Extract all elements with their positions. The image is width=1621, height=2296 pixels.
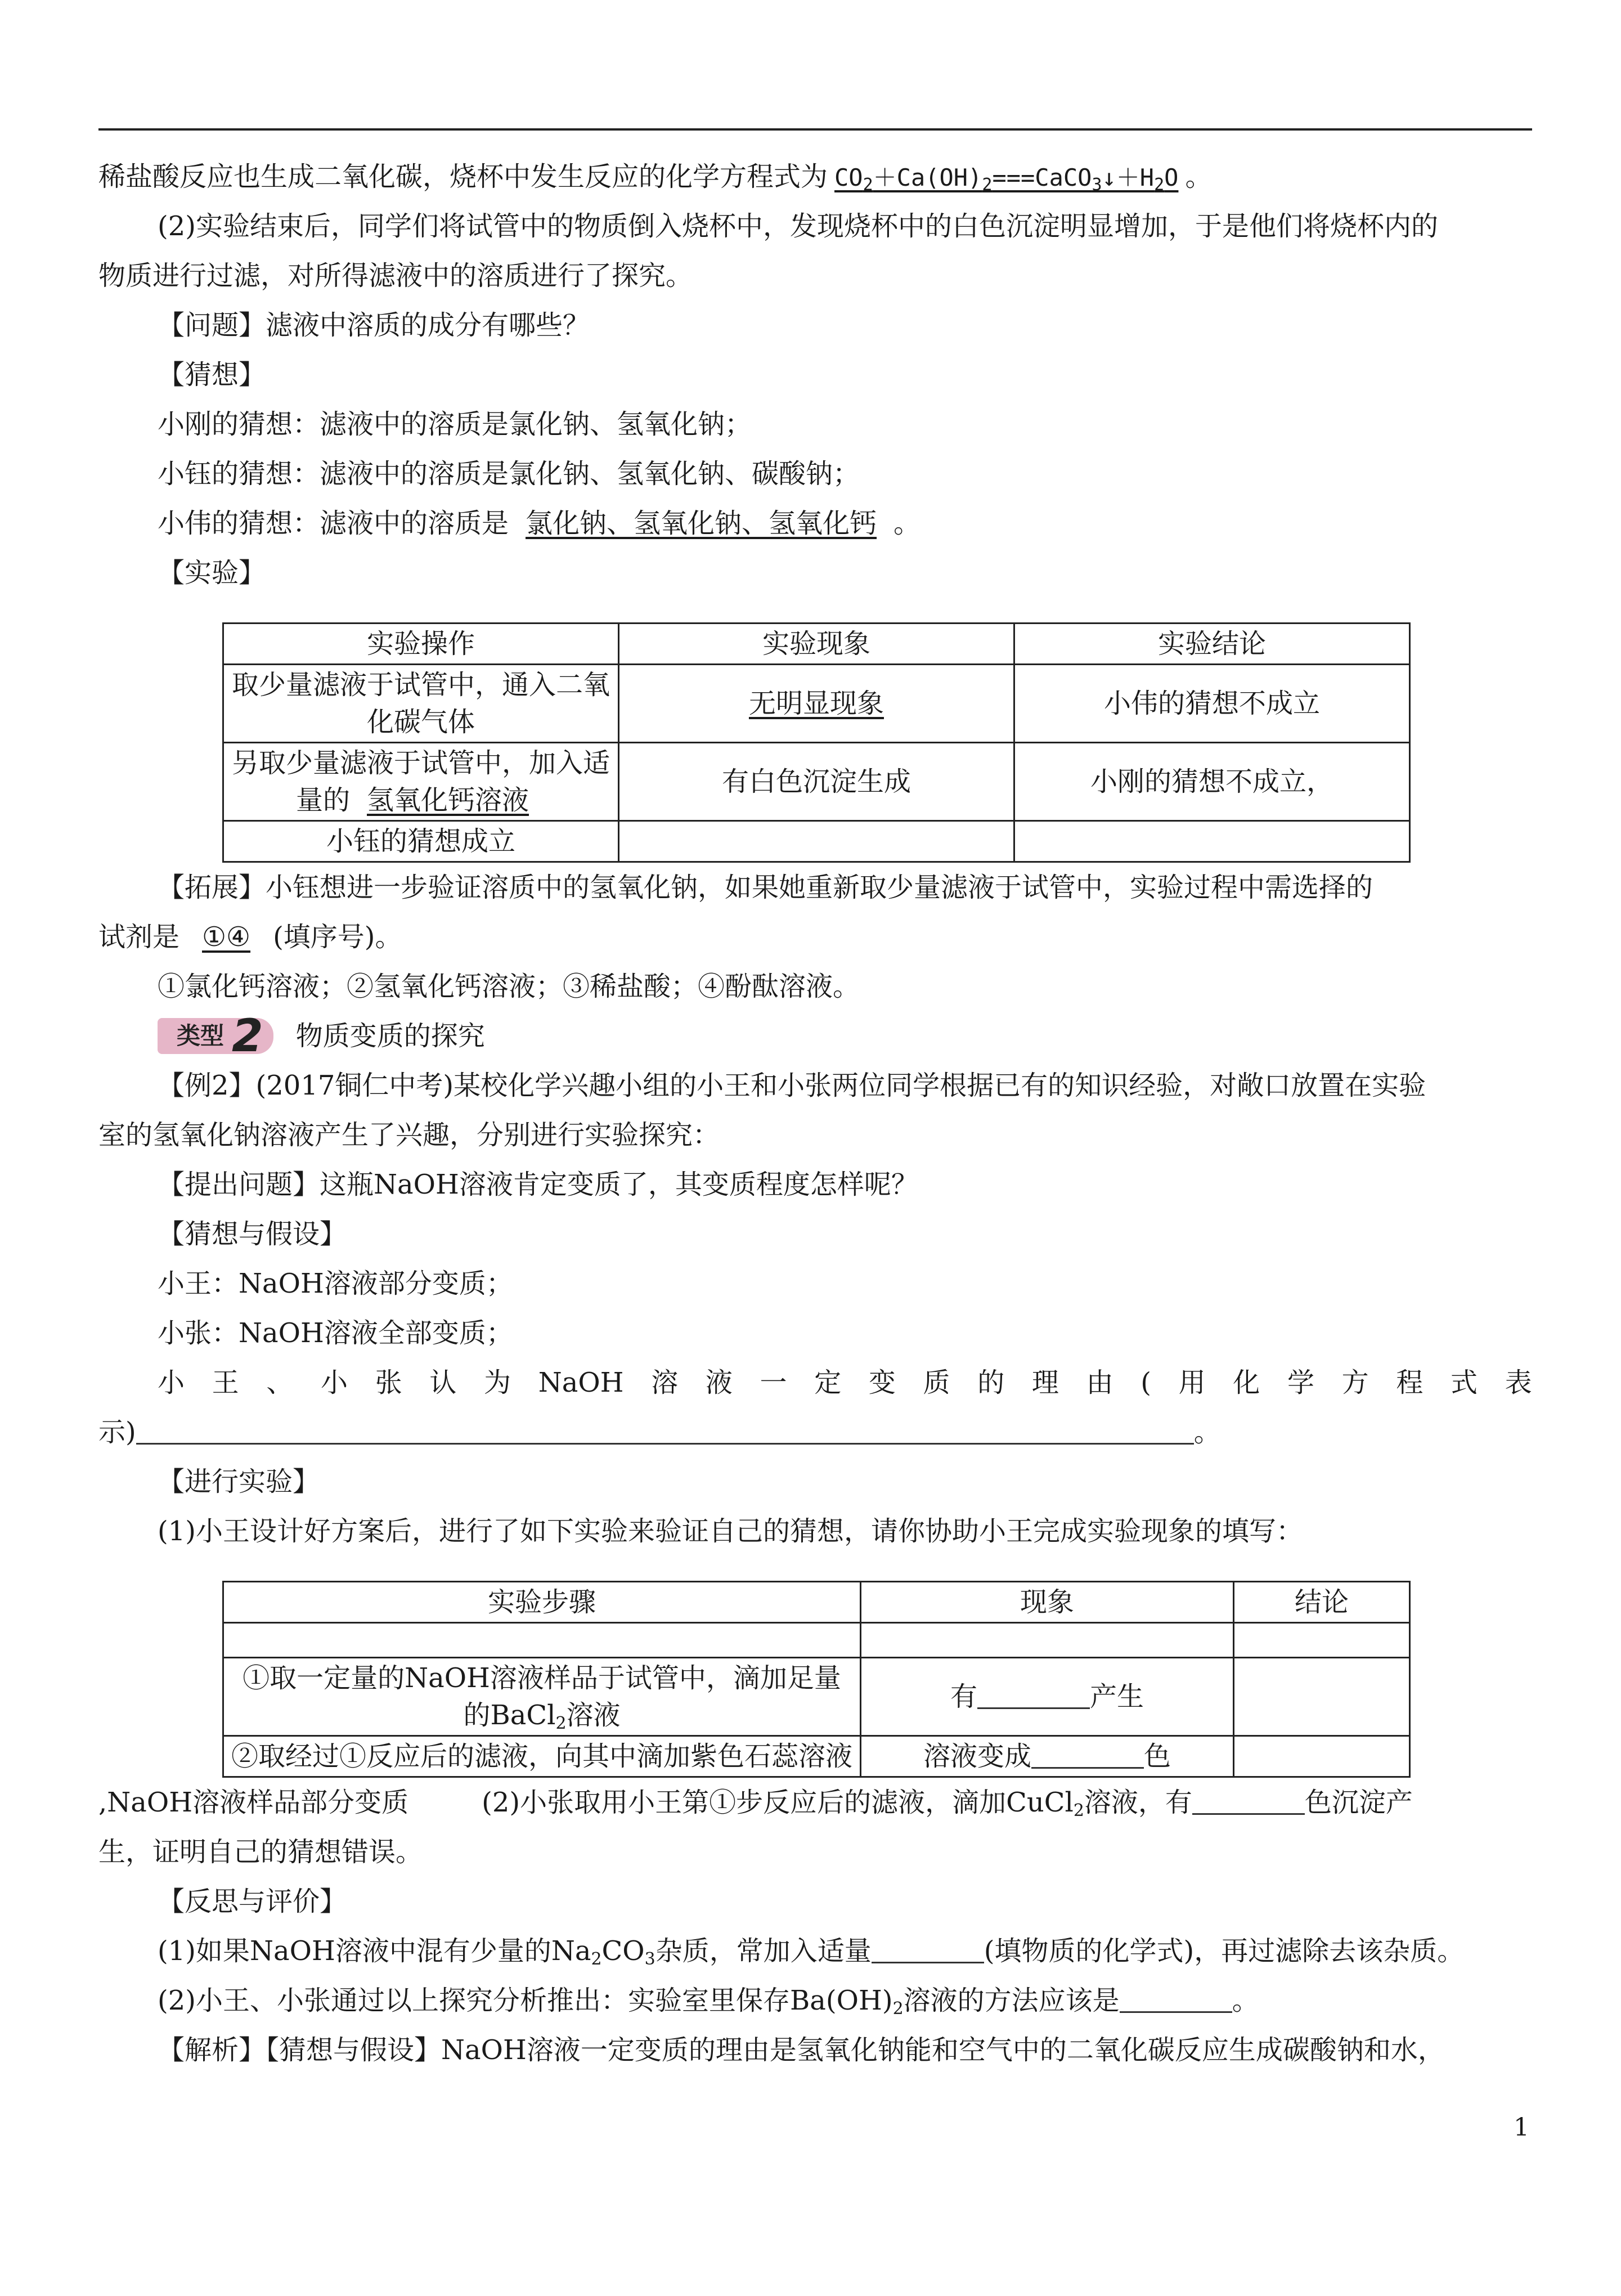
text-line: 物质进行过滤，对所得滤液中的溶质进行了探究。 (98, 260, 693, 292)
answer-blank: ①④ (202, 921, 251, 953)
spread-char: 的 (977, 1367, 1005, 1398)
spread-char: 溶 (651, 1367, 679, 1398)
table-header: 实验步骤 (223, 1582, 861, 1623)
table-row (223, 665, 1410, 743)
table-cell: ①取一定量的NaOH溶液样品于试管中，滴加足量的BaCl$_2$溶液 (223, 1658, 861, 1736)
table-row (223, 821, 1410, 862)
experiment-table-2 (222, 1581, 1411, 1778)
text-line: 【猜想】 (158, 359, 266, 391)
spread-char: 式 (1450, 1367, 1478, 1398)
text-line: (2)实验结束后，同学们将试管中的物质倒入烧杯中，发现烧杯中的白色沉淀明显增加，于是他们将烧杯内的 (158, 210, 1438, 242)
spread-char: 小 (321, 1367, 348, 1398)
table-cell: 取少量滤液于试管中，通入二氧化碳气体 (223, 665, 619, 743)
table-row (223, 1623, 1410, 1658)
text-line: 小王：NaOH溶液部分变质； (158, 1268, 513, 1299)
answer-blank (1192, 1785, 1305, 1815)
table-cell (1234, 1623, 1410, 1658)
text: 稀盐酸反应也生成二氧化碳，烧杯中发生反应的化学方程式为 (98, 161, 828, 192)
text-line: ①氯化钙溶液；②氢氧化钙溶液；③稀盐酸；④酚酞溶液。 (158, 971, 860, 1002)
table-row (223, 743, 1410, 821)
table-cell: 小钰的猜想成立 (223, 821, 619, 862)
table-cell (1234, 1658, 1410, 1736)
spread-char: 理 (1031, 1367, 1059, 1398)
text-line: 小伟的猜想：滤液中的溶质是 氯化钠、氢氧化钠、氢氧化钙 。 (98, 499, 1532, 548)
spread-char: ( (1140, 1367, 1151, 1398)
table-cell: 有白色沉淀生成 (619, 743, 1014, 821)
table-row (223, 1658, 1410, 1736)
text-line: 【拓展】小钰想进一步验证溶质中的氢氧化钠，如果她重新取少量滤液于试管中，实验过程中需选择的 (158, 872, 1373, 903)
spread-char: 王 (212, 1367, 239, 1398)
table-cell: 另取少量滤液于试管中，加入适量的 氢氧化钙溶液 (223, 743, 619, 821)
answer-blank (1120, 1983, 1232, 2013)
table-cell (619, 665, 1014, 743)
spread-char: 质 (923, 1367, 950, 1398)
header-rule (98, 128, 1532, 131)
spread-char: 表 (1505, 1367, 1532, 1398)
table-header-row (223, 1582, 1410, 1623)
answer-blank: 氯化钠、氢氧化钠、氢氧化钙 (526, 508, 877, 539)
table-cell (1014, 821, 1410, 862)
table-header: 结论 (1234, 1582, 1410, 1623)
table-cell: 小伟的猜想不成立 (1014, 665, 1410, 743)
table-header: 实验结论 (1014, 624, 1410, 665)
spread-char: 方 (1341, 1367, 1369, 1398)
answer-blank (872, 1934, 984, 1963)
text-line: 小钰的猜想：滤液中的溶质是氯化钠、氢氧化钠、碳酸钠； (158, 458, 860, 490)
answer-blank (977, 1679, 1090, 1709)
text-line: 【反思与评价】 (158, 1886, 347, 1917)
spread-char: 液 (705, 1367, 733, 1398)
spread-char: 程 (1396, 1367, 1424, 1398)
answer-blank: 氢氧化钙溶液 (367, 784, 529, 816)
text-line: 【进行实验】 (158, 1466, 320, 1497)
spread-char: 化 (1233, 1367, 1260, 1398)
answer-blank (136, 1415, 1194, 1445)
text-line: 稀盐酸反应也生成二氧化碳，烧杯中发生反应的化学方程式为 $CO_2+Ca(OH)_2===CaCO_3↓+H_2O$ 。 (98, 152, 1532, 201)
section-heading (98, 1011, 1532, 1061)
table-cell (861, 1623, 1234, 1658)
text-line: ,NaOH溶液样品部分变质 (2)小张取用小王第①步反应后的滤液，滴加CuCl$_2$溶液，有 色沉淀产 (98, 1778, 1532, 1827)
spread-char: 、 (266, 1367, 294, 1398)
text-line: 【解析】【猜想与假设】NaOH溶液一定变质的理由是氢氧化钠能和空气中的二氧化碳反应生成碳酸钠和水， (158, 2034, 1445, 2066)
spread-char: NaOH (538, 1367, 624, 1398)
document-body (98, 152, 1532, 2075)
table-cell (619, 821, 1014, 862)
text-line: (2)小王、小张通过以上探究分析推出：实验室里保存$Ba(OH)_2$溶液的方法应该是 。 (98, 1976, 1532, 2025)
spread-char: 定 (814, 1367, 842, 1398)
table-header-row (223, 624, 1410, 665)
table-header: 实验操作 (223, 624, 619, 665)
text-line: 【提出问题】这瓶NaOH溶液肯定变质了，其变质程度怎样呢？ (158, 1169, 918, 1200)
text-line: (1)如果NaOH溶液中混有少量的$Na_2CO_3$杂质，常加入适量 (填物质的化学式)，再过滤除去该杂质。 (98, 1926, 1532, 1976)
answer-blank (1031, 1739, 1144, 1769)
spread-char: 小 (158, 1367, 185, 1398)
text-line: 生，证明自己的猜想错误。 (98, 1836, 423, 1868)
text-line: 试剂是 ①④ (填序号)。 (98, 912, 1532, 962)
text-line: 小张：NaOH溶液全部变质； (158, 1317, 513, 1349)
experiment-table-1 (222, 622, 1411, 863)
spread-char: 由 (1086, 1367, 1113, 1398)
table-header: 现象 (861, 1582, 1234, 1623)
spread-char: 认 (429, 1367, 457, 1398)
text-line: 示) 。 (98, 1407, 1532, 1457)
text-line: 室的氢氧化钠溶液产生了兴趣，分别进行实验探究： (98, 1119, 720, 1151)
page-number: 1 (1514, 2113, 1529, 2142)
spread-char: 学 (1287, 1367, 1314, 1398)
spread-char: 变 (868, 1367, 896, 1398)
table-cell: 小刚的猜想不成立， (1014, 743, 1410, 821)
text-line: 【猜想与假设】 (158, 1218, 347, 1250)
spread-char: 张 (375, 1367, 402, 1398)
spread-char: 用 (1178, 1367, 1206, 1398)
section-title: 物质变质的探究 (295, 1020, 485, 1052)
table-cell: 有 产生 (861, 1658, 1234, 1736)
text-line: 小刚的猜想：滤液中的溶质是氯化钠、氢氧化钠； (158, 409, 752, 440)
answer-blank-equation: $CO_2+Ca(OH)_2===CaCO_3↓+H_2O$ (834, 164, 1179, 195)
type-badge: 类型 2 (158, 1018, 273, 1054)
text-line: 【例2】(2017铜仁中考)某校化学兴趣小组的小王和小张两位同学根据已有的知识经验，对敞口放置在实验 (158, 1070, 1426, 1101)
spread-char: 为 (484, 1367, 511, 1398)
table-cell: 溶液变成 色 (861, 1736, 1234, 1777)
table-cell (1234, 1736, 1410, 1777)
spread-char: 一 (760, 1367, 787, 1398)
answer-blank: 无明显现象 (748, 688, 884, 719)
table-row (223, 1736, 1410, 1777)
table-cell: ②取经过①反应后的滤液，向其中滴加紫色石蕊溶液 (223, 1736, 861, 1777)
text-line: 【问题】滤液中溶质的成分有哪些？ (158, 310, 590, 341)
text-line (98, 1358, 1532, 1407)
text-line: (1)小王设计好方案后，进行了如下实验来验证自己的猜想，请你协助小王完成实验现象的填写： (158, 1515, 1303, 1547)
table-cell (223, 1623, 861, 1658)
text-line: 【实验】 (158, 557, 266, 589)
table-header: 实验现象 (619, 624, 1014, 665)
